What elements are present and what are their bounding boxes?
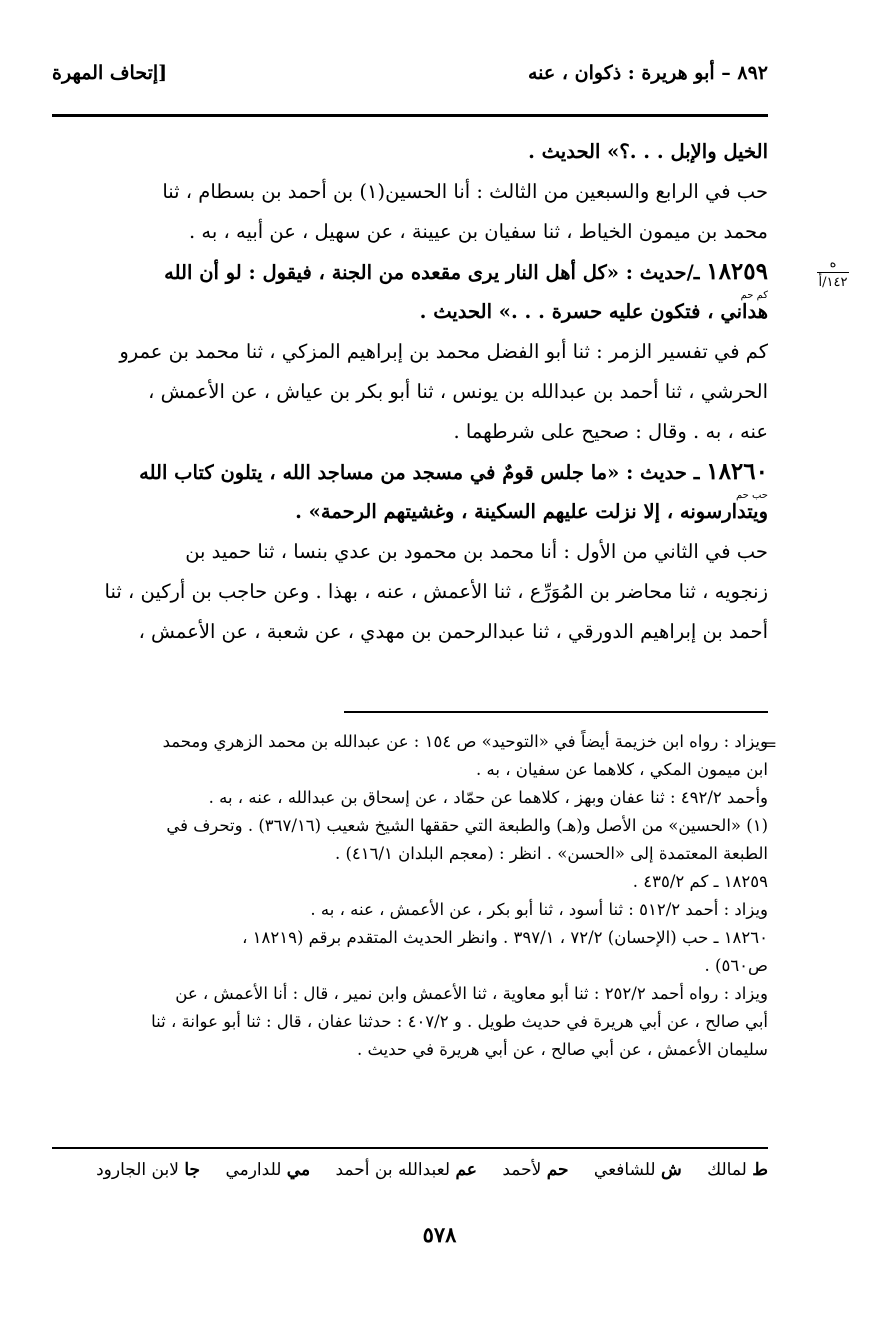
sigla-rule bbox=[52, 1147, 768, 1149]
hadith-text-line: هداني ، فتكون عليه حسرة . . .» الحديث . bbox=[419, 300, 768, 323]
text-line: عنه ، به . وقال : صحيح على شرطهما . bbox=[453, 420, 768, 443]
sigla-item: مي للدارمي bbox=[225, 1160, 311, 1180]
footnote-line: سليمان الأعمش ، عن أبي صالح ، عن أبي هريرة في حديث . bbox=[356, 1040, 768, 1059]
footnote-line: ويزاد : رواه ابن خزيمة أيضاً في «التوحيد» ص ١٥٤ : عن عبدالله بن محمد الزهري ومحمد bbox=[162, 732, 768, 751]
hadith-18260-heading bbox=[52, 452, 768, 501]
hadith-text: ـ/حديث : «كل أهل النار يرى مقعده من الجنة ، فيقول : لو أن الله bbox=[164, 261, 700, 284]
sigla-item: جا لابن الجارود bbox=[96, 1160, 201, 1180]
hadith-continuation-line: الخيل والإبل . . .؟» الحديث . bbox=[528, 140, 768, 163]
sigla-item: ش للشافعي bbox=[593, 1160, 682, 1180]
footnote-line: أبي صالح ، عن أبي هريرة في حديث طويل . و ٤٠٧/٢ : حدثنا عفان ، قال : ثنا أبو عوانة ، ثنا bbox=[151, 1012, 768, 1031]
footnote-line: ويزاد : رواه أحمد ٢٥٢/٢ : ثنا أبو معاوية ، ثنا الأعمش وابن نمير ، قال : أنا الأعمش ، عن bbox=[175, 984, 768, 1003]
footnote-line: ابن ميمون المكي ، كلاهما عن سفيان ، به . bbox=[476, 760, 768, 779]
margin-folio: ١٤٢/أ bbox=[818, 275, 848, 290]
text-line: حب في الرابع والسبعين من الثالث : أنا الحسين(١) بن أحمد بن بسطام ، ثنا bbox=[162, 180, 768, 203]
page-number: ٥٧٨ bbox=[422, 1222, 457, 1247]
footnote-line: ١٨٢٦٠ ـ حب (الإحسان) ٧٢/٢ ، ٣٩٧/١ . وانظر الحديث المتقدم برقم (١٨٢١٩ ، bbox=[242, 928, 768, 947]
header-rule bbox=[52, 114, 768, 117]
hadith-text: ـ حديث : «ما جلس قومٌ في مسجد من مساجد الله ، يتلون كتاب الله bbox=[139, 461, 700, 484]
source-sigla: حب حم bbox=[735, 490, 768, 501]
source-sigla: كم حم bbox=[740, 290, 768, 301]
page-header bbox=[52, 62, 768, 98]
book-title: [إتحاف المهرة bbox=[52, 62, 168, 84]
footnotes bbox=[52, 728, 768, 1064]
text-line: حب في الثاني من الأول : أنا محمد بن محمود بن عدي بنسا ، ثنا حميد بن bbox=[185, 540, 768, 563]
hadith-number: ١٨٢٥٩ bbox=[706, 258, 768, 285]
text-line: كم في تفسير الزمر : ثنا أبو الفضل محمد بن إبراهيم المزكي ، ثنا محمد بن عمرو bbox=[119, 340, 768, 363]
footnote-line: ص٥٦٠) . bbox=[704, 956, 768, 975]
hadith-text-line: ويتدارسونه ، إلا نزلت عليهم السكينة ، وغشيتهم الرحمة» . bbox=[295, 500, 768, 523]
text-line: الحرشي ، ثنا أحمد بن عبدالله بن يونس ، ثنا أبو بكر بن عياش ، عن الأعمش ، bbox=[148, 380, 768, 403]
footnote-line: ويزاد : أحمد ٥١٢/٢ : ثنا أسود ، ثنا أبو بكر ، عن الأعمش ، عنه ، به . bbox=[310, 900, 768, 919]
sigla-item: ط لمالك bbox=[707, 1160, 768, 1180]
footnote-rule bbox=[344, 711, 768, 713]
sigla-legend bbox=[52, 1160, 768, 1180]
margin-mark: ه bbox=[829, 256, 837, 271]
text-line: أحمد بن إبراهيم الدورقي ، ثنا عبدالرحمن بن مهدي ، عن شعبة ، عن الأعمش ، bbox=[138, 620, 768, 643]
footnote-line: الطبعة المعتمدة إلى «الحسن» . انظر : (معجم البلدان ٤١٦/١) . bbox=[334, 844, 768, 863]
hadith-18259-heading bbox=[52, 252, 768, 301]
text-line: محمد بن ميمون الخياط ، ثنا سفيان بن عيينة ، عن سهيل ، عن أبيه ، به . bbox=[189, 220, 768, 243]
footnote-line: وأحمد ٤٩٢/٢ : ثنا عفان وبهز ، كلاهما عن حمّاد ، عن إسحاق بن عبدالله ، عنه ، به . bbox=[208, 788, 768, 807]
footnote-line: ١٨٢٥٩ ـ كم ٤٣٥/٢ . bbox=[632, 872, 768, 891]
hadith-number: ١٨٢٦٠ bbox=[706, 458, 768, 485]
continuation-mark: = bbox=[763, 735, 777, 754]
margin-folio-note bbox=[813, 256, 853, 290]
sigla-item: حم لأحمد bbox=[502, 1160, 569, 1180]
margin-rule bbox=[817, 272, 849, 273]
footnote-line: (١) «الحسين» من الأصل و(هـ) والطبعة التي حققها الشيخ شعيب (٣٦٧/١٦) . وتحرف في bbox=[166, 816, 768, 835]
text-line: زنجويه ، ثنا محاضر بن المُوَرِّع ، ثنا الأعمش ، عنه ، بهذا . وعن حاجب بن أركين ، ثنا bbox=[104, 580, 768, 603]
running-title: ٨٩٢ – أبو هريرة : ذكوان ، عنه bbox=[528, 62, 768, 84]
main-text bbox=[52, 132, 768, 652]
sigla-item: عم لعبدالله بن أحمد bbox=[335, 1160, 477, 1180]
